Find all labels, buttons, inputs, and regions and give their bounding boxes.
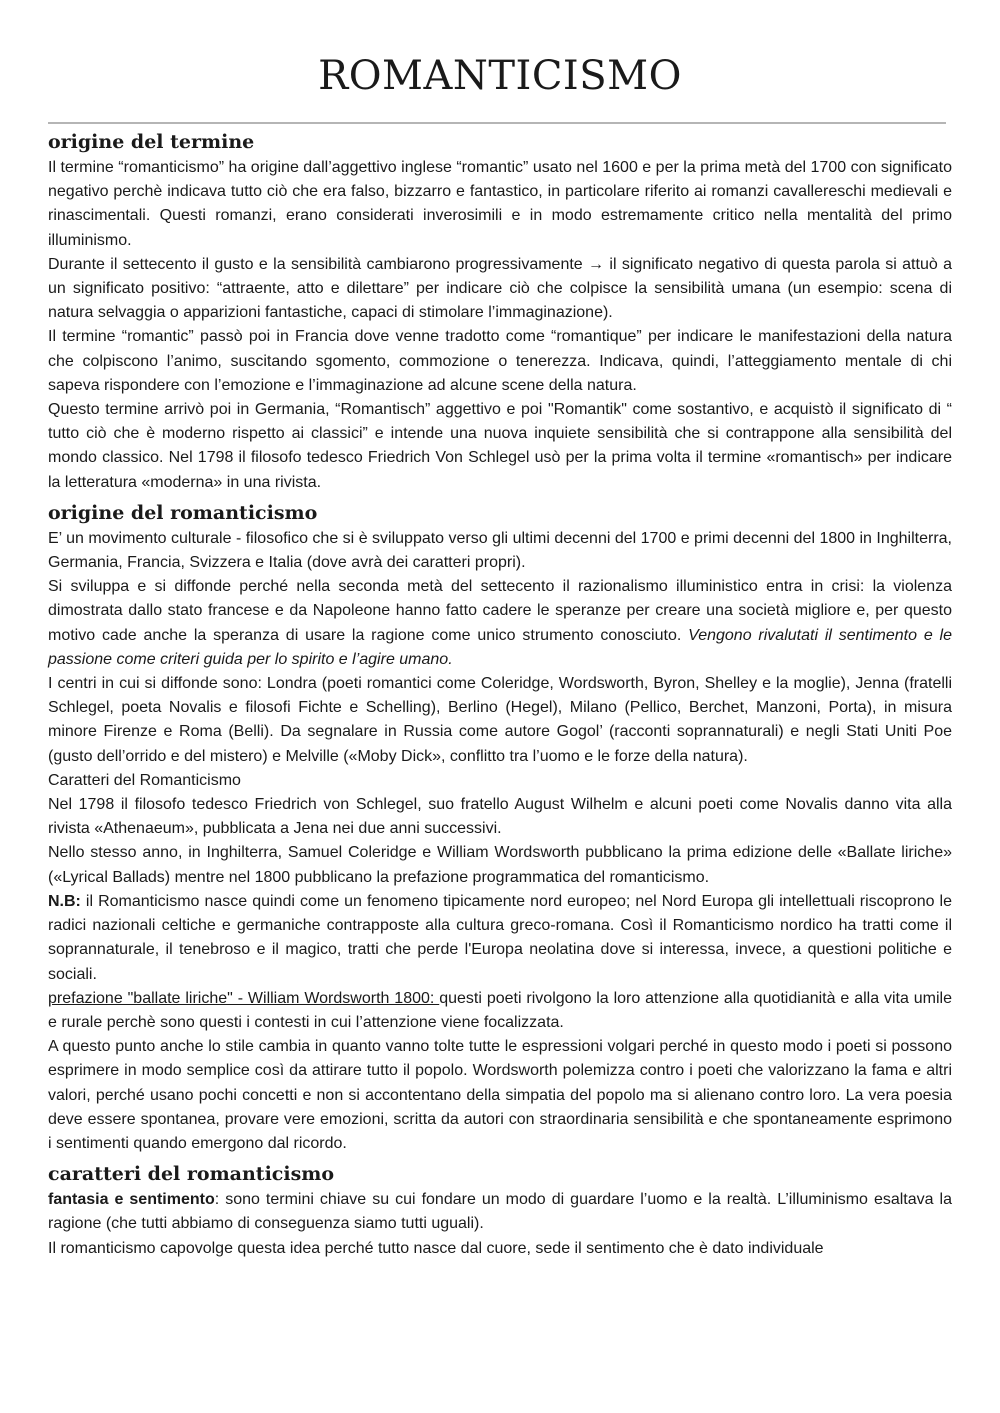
paragraph: Il termine “romantic” passò poi in Francia dove venne tradotto come “romantique” per indicare le manifestazioni della natura che colpiscono l’animo, suscitando sgomento, commozione o tenerezza. Indicava, quindi, l’atteggiamento mentale di chi sapeva rispondere con l’emozione e l’immaginazione ad alcune scene della natura. (48, 328, 952, 394)
paragraph-text: : sono termini chiave su cui fondare un modo di guardare l’uomo e la realtà. L’illuminismo esaltava la ragione (che tutti abbiamo di conseguenza siamo tutti uguali). (48, 1191, 952, 1233)
underlined-label: prefazione "ballate liriche" - William Wordsworth 1800: (48, 989, 440, 1007)
bold-label: N.B: (48, 892, 81, 910)
paragraph: A questo punto anche lo stile cambia in quanto vanno tolte tutte le espressioni volgari perché in questo modo i poeti si possono esprimere in modo semplice così da attirare tutto il popolo. Wordsworth polemizza contro i poeti che valorizzano la fama e altri valori, perché usano pochi concetti e non si accontentano della simpatia del popolo ma si alienano contro loro. La vera poesia deve essere spontanea, provare vere emozioni, scritta da autori con straordinaria sensibilità e che spontaneamente esprimono i sentimenti quando emergono dal ricordo. (48, 1038, 952, 1152)
paragraph (48, 987, 952, 1035)
paragraph: Il termine “romanticismo” ha origine dall’aggettivo inglese “romantic” usato nel 1600 e per la prima metà del 1700 con significato negativo perchè indicava tutto ciò che era falso, bizzarro e fantastico, in particolare riferito ai romanzi cavallereschi medievali e rinascimentali. Questi romanzi, erano considerati inverosimili e in modo estremamente critico nella mentalità del primo illuminismo. (48, 159, 952, 249)
paragraph-text: il Romanticismo nasce quindi come un fenomeno tipicamente nord europeo; nel Nord Europa gli intellettuali riscoprono le radici nazionali celtiche e germaniche contrapposte alla cultura greco-romana. Così il Romanticismo nordico ha tratti come il soprannaturale, il tenebroso e il magico, tratti che perde l'Europa neolatina dove si interessa, invece, a questioni politiche e sociali. (48, 892, 952, 983)
heading-origine-romanticismo: origine del romanticismo (48, 501, 318, 524)
paragraph: E’ un movimento culturale - filosofico che si è sviluppato verso gli ultimi decenni del 1700 e primi decenni del 1800 in Inghilterra, Germania, Francia, Svizzera e Italia (dove avrà dei caratteri propri). (48, 529, 952, 572)
italic-text: Vengono rivalutati il sentimento e le passione come criteri guida per lo spirito e l’agire umano. (48, 626, 953, 668)
paragraph: Nello stesso anno, in Inghilterra, Samuel Coleridge e William Wordsworth pubblicano la prima edizione delle «Ballate liriche» («Lyrical Ballads) mentre nel 1800 pubblicano la prefazione programmatica del romanticismo. (48, 844, 952, 886)
paragraph-text: questi poeti rivolgono la loro attenzione alla quotidianità e alla vita umile e rurale perchè sono questi i contesti in cui l’attenzione viene focalizzata. (48, 989, 953, 1031)
paragraph: Nel 1798 il filosofo tedesco Friedrich von Schlegel, suo fratello August Wilhelm e alcuni poeti come Novalis danno vita alla rivista «Athenaeum», pubblicata a Jena nei due anni successivi. (48, 796, 952, 838)
page-title: ROMANTICISMO (318, 53, 682, 99)
paragraph: Durante il settecento il gusto e la sensibilità cambiarono progressivamente → il significato negativo di questa parola si attuò a un significato positivo: “attraente, atto e dilettare” per indicare ciò che colpisce la sensibilità umana (un esempio: scena di natura selvaggia o apparizioni fantastiche, capaci di stimolare l’immaginazione). (48, 255, 952, 322)
heading-caratteri: caratteri del romanticismo (48, 1163, 335, 1186)
paragraph (48, 1188, 952, 1236)
subheading-caratteri: Caratteri del Romanticismo (48, 771, 241, 789)
bold-label: fantasia e sentimento (48, 1191, 215, 1209)
paragraph (48, 575, 952, 672)
heading-origine-termine: origine del termine (48, 131, 255, 153)
document-page (48, 40, 952, 1261)
paragraph: I centri in cui si diffonde sono: Londra (poeti romantici come Coleridge, Wordsworth, Byron, Shelley e la moglie), Jenna (fratelli Schlegel, poeta Novalis e filosofi Fichte e Schelling), Berlino (Hegel), Milano (Pellico, Berchet, Manzoni, Porta), in misura minore Firenze e Roma (Belli). Da segnalare in Russia come autore Gogol’ (racconti soprannaturali) e negli Stati Uniti Poe (gusto dell’orrido e del mistero) e Melville («Moby Dick», conflitto tra l’uomo e le forze della natura). (48, 675, 952, 765)
paragraph: Il romanticismo capovolge questa idea perché tutto nasce dal cuore, sede il sentimento che è dato individuale (48, 1239, 824, 1257)
paragraph: Questo termine arrivò poi in Germania, “Romantisch” aggettivo e poi "Romantik" come sostantivo, e acquistò il significato di “ tutto ciò che è moderno rispetto ai classici” e intende una nuova inquiete sensibilità che si contrappone alla sensibilità del mondo classico. Nel 1798 il filosofo tedesco Friedrich Von Schlegel usò per la prima volta il termine «romantisch» per indicare la letteratura «moderna» in una rivista. (48, 401, 952, 491)
paragraph (48, 890, 952, 987)
paragraph-text: Si sviluppa e si diffonde perché nella seconda metà del settecento il razionalismo illuministico entra in crisi: la violenza dimostrata dallo stato francese e da Napoleone hanno fatto cadere le speranze per creare una società migliore e, per questo motivo cade anche la speranza di usare la ragione come unico strumento conosciuto. (48, 578, 952, 644)
title-divider (48, 122, 946, 124)
